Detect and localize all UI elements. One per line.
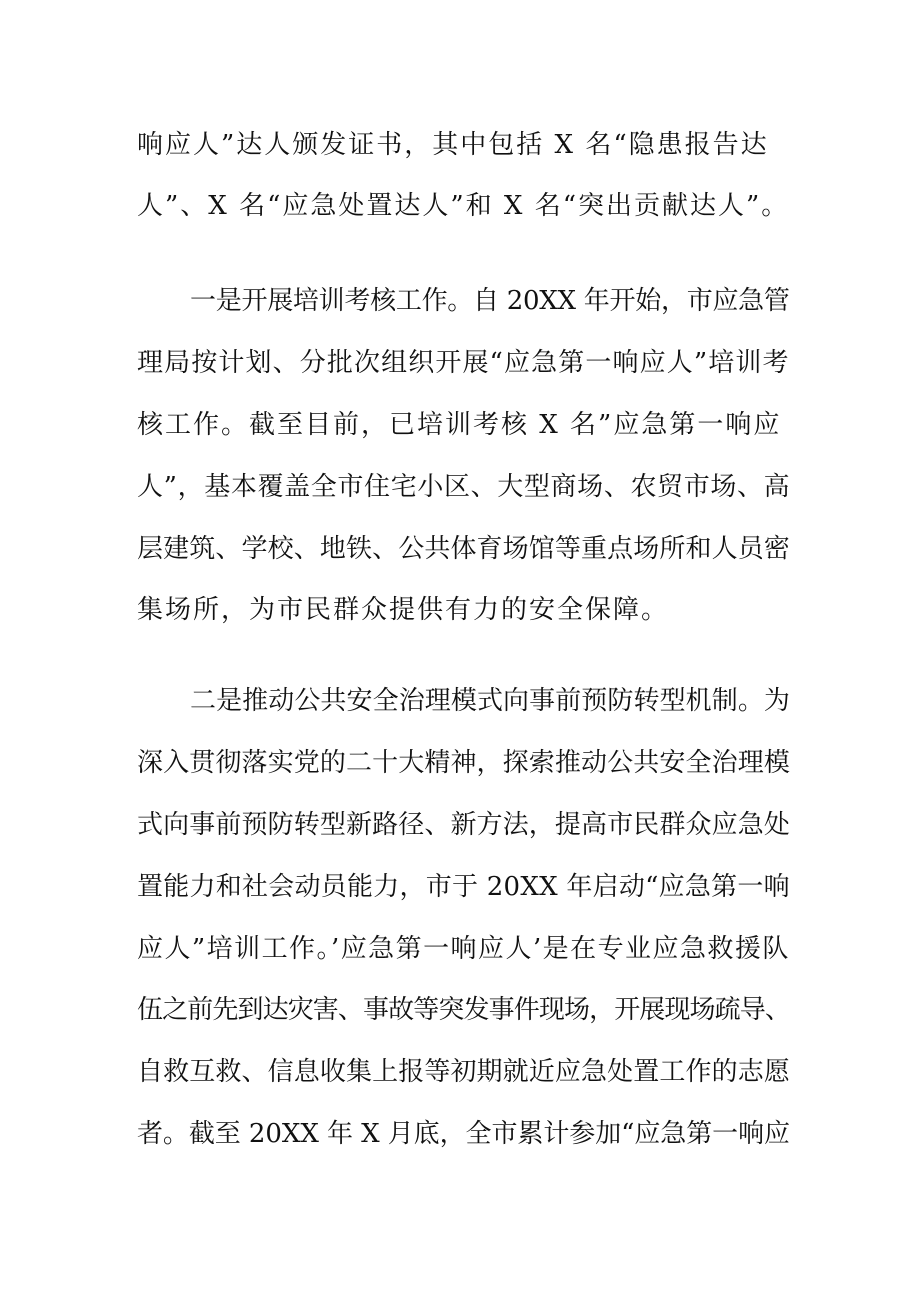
paragraph-3-line-7: 自救互救、信息收集上报等初期就近应急处置工作的志愿 bbox=[137, 1057, 791, 1087]
paragraph-2-line-3: 核工作。截至目前，已培训考核 X 名”应急第一响应 bbox=[137, 410, 782, 440]
paragraph-2-line-6: 集场所，为市民群众提供有力的安全保障。 bbox=[137, 595, 670, 625]
paragraph-3-line-8: 者。截至 20XX 年 X 月底，全市累计参加“应急第一响应 bbox=[137, 1119, 790, 1149]
paragraph-2-line-5: 层建筑、学校、地铁、公共体育场馆等重点场所和人员密 bbox=[137, 534, 791, 564]
paragraph-3-line-6: 伍之前先到达灾害、事故等突发事件现场，开展现场疏导、 bbox=[137, 995, 791, 1025]
paragraph-3-line-3: 式向事前预防转型新路径、新方法，提高市民群众应急处 bbox=[137, 810, 791, 840]
paragraph-1-line-2: 人”、X 名“应急处置达人”和 X 名“突出贡献达人”。 bbox=[137, 191, 790, 221]
paragraph-3-line-5: 应人”培训工作。’应急第一响应人’是在专业应急救援队 bbox=[137, 934, 790, 964]
paragraph-3-line-4: 置能力和社会动员能力，市于 20XX 年启动“应急第一响 bbox=[137, 872, 790, 902]
paragraph-3-line-1: 二是推动公共安全治理模式向事前预防转型机制。为 bbox=[190, 686, 791, 716]
paragraph-2-line-1: 一是开展培训考核工作。自 20XX 年开始，市应急管 bbox=[190, 286, 790, 316]
paragraph-3-line-2: 深入贯彻落实党的二十大精神，探索推动公共安全治理模 bbox=[137, 748, 791, 778]
paragraph-2-line-4: 人”，基本覆盖全市住宅小区、大型商场、农贸市场、高 bbox=[137, 472, 791, 502]
paragraph-2-line-2: 理局按计划、分批次组织开展“应急第一响应人”培训考 bbox=[137, 348, 790, 378]
paragraph-1-line-1: 响应人”达人颁发证书，其中包括 X 名“隐患报告达 bbox=[137, 130, 769, 160]
